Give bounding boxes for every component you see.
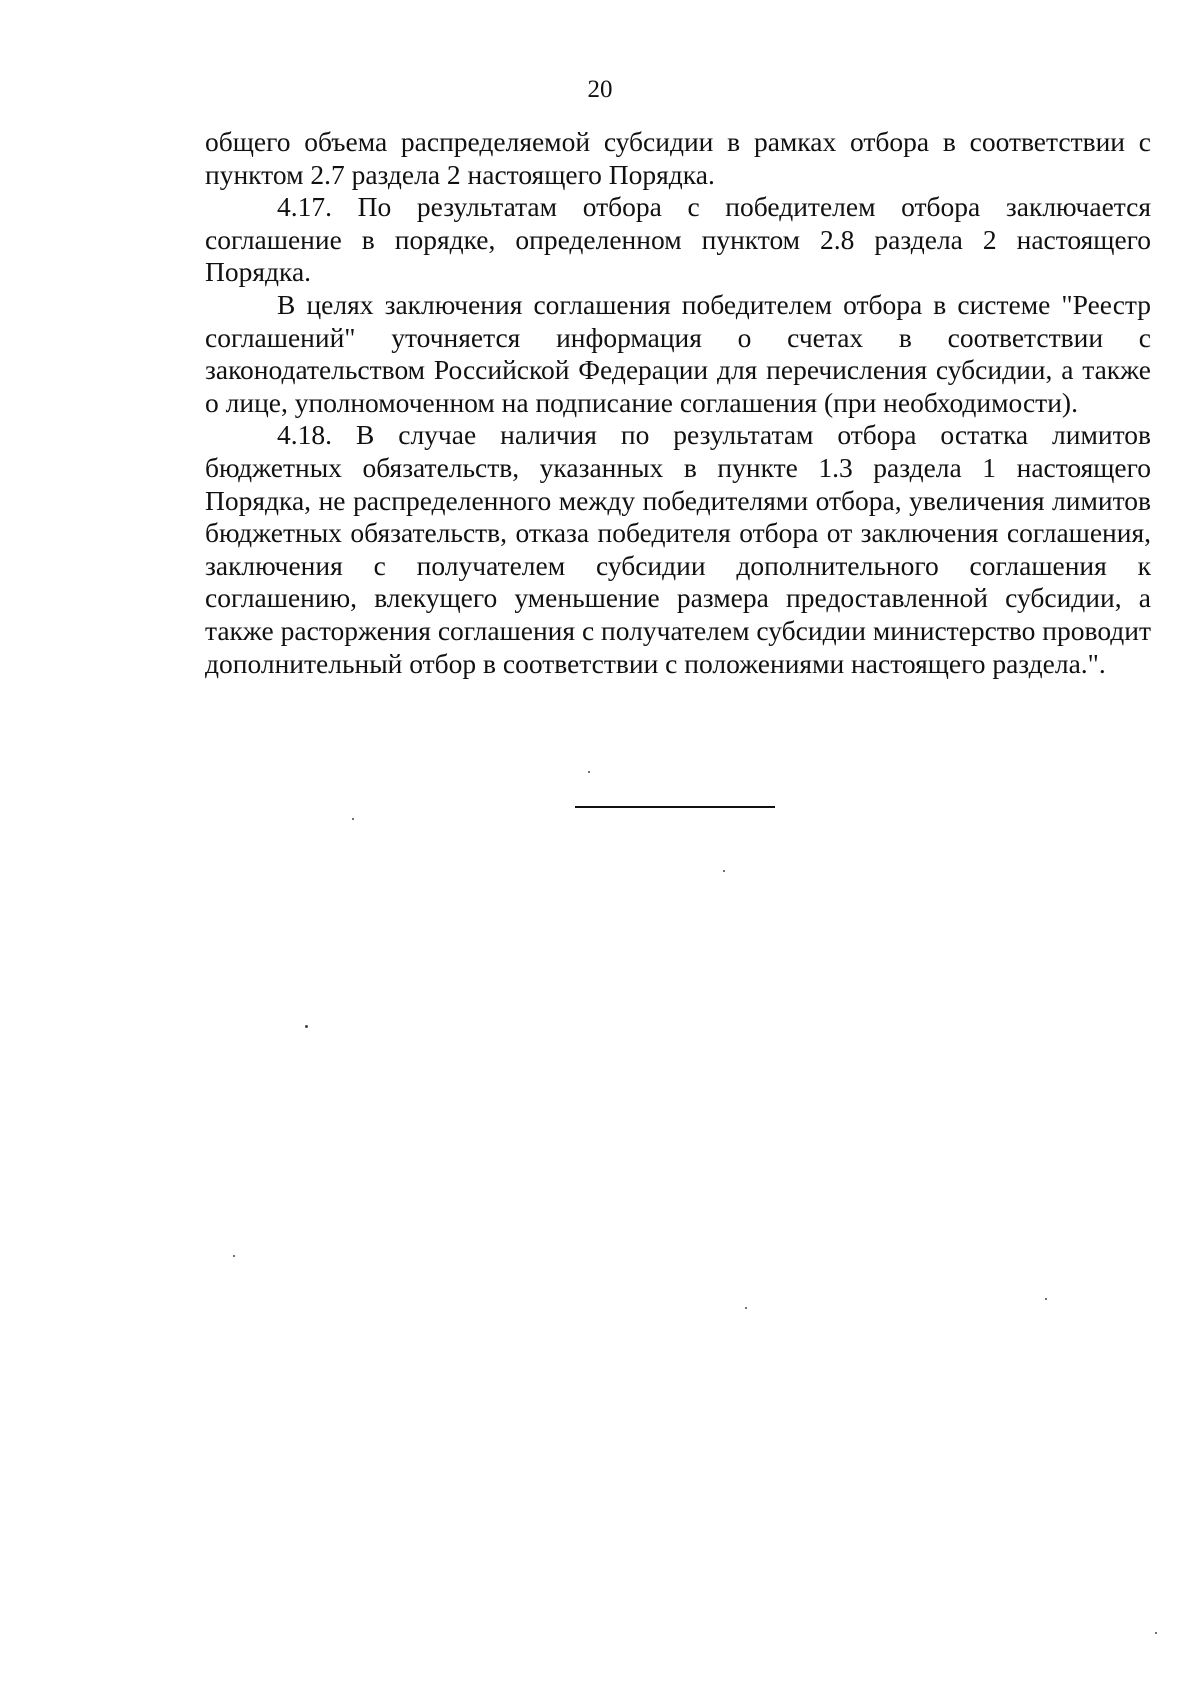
paragraph-continuation: общего объема распределяемой субсидии в рамках отбора в соответствии с пунктом 2.7 раздела 2 настоящего Порядка.: [205, 126, 1151, 190]
scan-speck: [1045, 1298, 1047, 1300]
scan-speck: [352, 818, 354, 820]
page-number: 20: [587, 76, 613, 103]
scan-speck: [588, 771, 590, 773]
paragraph-4-18: 4.18. В случае наличия по результатам отбора остатка лимитов бюджетных обязательств, указанных в пункте 1.3 раздела 1 настоящего Порядка, не распределенного между победителями отбора, увеличения лимитов бюджетных обязательств, отказа победителя отбора от заключения соглашения, заключения с получателем субсидии дополнительного соглашения к соглашению, влекущего уменьшение размера предоставленной субсидии, а также расторжения соглашения с получателем субсидии министерство проводит дополнительный отбор в соответствии с положениями настоящего раздела.".: [205, 419, 1151, 679]
document-body: [205, 126, 1151, 680]
end-separator-line: [575, 806, 775, 808]
scan-speck: [723, 870, 725, 872]
scan-speck: [305, 1025, 308, 1028]
scan-speck: [1155, 1632, 1157, 1634]
scan-speck: [233, 1255, 235, 1257]
paragraph-agreement-registry: В целях заключения соглашения победителем отбора в системе "Реестр соглашений" уточняется информация о счетах в соответствии с законодательством Российской Федерации для перечисления субсидии, а также о лице, уполномоченном на подписание соглашения (при необходимости).: [205, 288, 1151, 418]
scan-speck: [745, 1307, 747, 1309]
paragraph-4-17: 4.17. По результатам отбора с победителем отбора заключается соглашение в порядке, определенном пунктом 2.8 раздела 2 настоящего Порядка.: [205, 191, 1151, 288]
